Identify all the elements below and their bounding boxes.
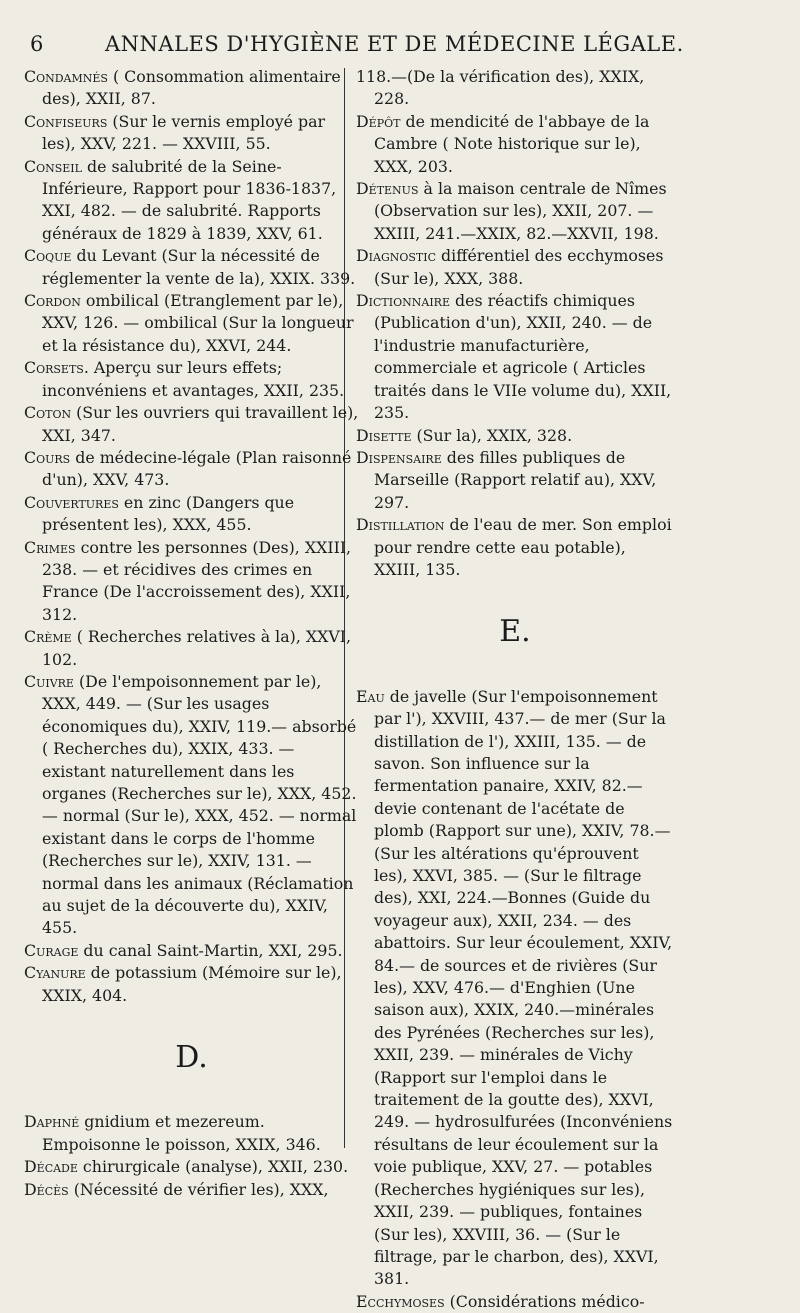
entry-text: de médecine-légale (Plan raisonné d'un), XXV, 473. xyxy=(42,447,352,490)
entry-text: (Considérations médico- xyxy=(444,1291,645,1311)
entry-headword: Daphné xyxy=(24,1112,80,1132)
entry-text: (Sur la), XXIX, 328. xyxy=(411,425,573,445)
entry-text: contre les personnes (Des), XXIII, 238. — et récidives des crimes en France (De l'accroissement des), XXII, 312. xyxy=(42,537,352,624)
index-entry xyxy=(24,671,359,940)
entry-headword: Crimes xyxy=(24,537,76,557)
section-heading-e: E. xyxy=(499,614,531,650)
entry-headword: Dispensaire xyxy=(356,447,442,467)
index-entry xyxy=(356,178,674,245)
page-number: 6 xyxy=(30,32,44,56)
index-entry xyxy=(356,111,674,178)
index-entry xyxy=(24,1156,359,1178)
entry-headword: Confiseurs xyxy=(24,111,108,131)
index-entry xyxy=(24,111,359,156)
entry-text: (De l'empoisonnement par le), XXX, 449. — (Sur les usages économiques du), XXIV, 119.— absorbé ( Recherches du), XXIX, 433. — existant naturellement dans les organes (Recherches sur le), XXX, 452. — normal (Sur le), XXX, 452. — normal existant dans le corps de l'homme (Recherches sur le), XXIV, 131. — normal dans les animaux (Réclamation au sujet de la découverte du), XXIV, 455. xyxy=(42,671,357,938)
entry-text: ( Recherches relatives à la), XXVI, 102. xyxy=(42,627,352,669)
entry-headword: Cyanure xyxy=(24,963,86,983)
index-entry xyxy=(24,1179,359,1201)
index-entry xyxy=(24,962,359,1007)
index-entry xyxy=(24,1111,359,1156)
entry-headword: Décès xyxy=(24,1179,69,1199)
index-entry xyxy=(24,66,359,111)
entry-text: du Levant (Sur la nécessité de réglementer la vente de la), XXIX. 339. xyxy=(42,246,356,288)
index-entry xyxy=(24,357,359,402)
index-entry xyxy=(356,1291,674,1313)
entry-text: (Nécessité de vérifier les), XXX, xyxy=(68,1179,329,1199)
index-entry xyxy=(24,245,359,290)
entry-headword: Cours xyxy=(24,447,71,467)
entry-headword: Disette xyxy=(356,425,412,445)
entry-text: ( Consommation alimentaire des), XXII, 87. xyxy=(42,67,341,109)
entry-text: de mendicité de l'abbaye de la Cambre ( Note historique sur le), XXX, 203. xyxy=(374,111,650,176)
entry-headword: Corsets. xyxy=(24,358,89,378)
entry-headword: Coton xyxy=(24,403,72,423)
entry-text: différentiel des ecchymoses (Sur le), XXX, 388. xyxy=(374,246,664,288)
index-entry xyxy=(24,537,359,627)
entry-headword: Conseil xyxy=(24,156,82,176)
entry-text: Aperçu sur leurs effets; inconvéniens et avantages, XXII, 235. xyxy=(42,358,345,400)
index-entry xyxy=(24,402,359,447)
entry-text: (Sur les ouvriers qui travaillent le), XXI, 347. xyxy=(42,403,359,445)
index-entry xyxy=(24,290,359,357)
entry-text: de l'eau de mer. Son emploi pour rendre cette eau potable), XXIII, 135. xyxy=(374,515,672,579)
index-entry xyxy=(356,66,674,111)
entry-text: à la maison centrale de Nîmes (Observation sur les), XXII, 207. —XXIII, 241.—XXIX, 82.—XXVII, 198. xyxy=(374,179,667,243)
index-entry xyxy=(356,514,674,581)
entry-headword: Diagnostic xyxy=(356,246,437,266)
entry-headword: Ecchymoses xyxy=(356,1291,445,1311)
entry-headword: Eau xyxy=(356,686,385,706)
entry-headword: Dictionnaire xyxy=(356,291,450,311)
entry-headword: Crème xyxy=(24,627,72,647)
running-title: ANNALES D'HYGIÈNE ET DE MÉDECINE LÉGALE. xyxy=(105,32,684,56)
entry-text: de potassium (Mémoire sur le), XXIX, 404. xyxy=(42,963,342,1005)
entry-text: gnidium et mezereum. Empoisonne le poisson, XXIX, 346. xyxy=(42,1112,321,1154)
entry-text: de javelle (Sur l'empoisonnement par l'), XXVIII, 437.— de mer (Sur la distillation de l'), XXIII, 135. — de savon. Son influence sur la fermentation panaire, XXIV, 82.— devie contenant de l'acétate de plomb (Rapport sur une), XXIV, 78.—(Sur les altérations qu'éprouvent les), XXVI, 385. — (Sur le filtrage des), XXI, 224.—Bonnes (Guide du voyageur aux), XXII, 234. — des abattoirs. Sur leur écoulement, XXIV, 84.— de sources et de rivières (Sur les), XXV, 476.— d'Enghien (Une saison aux), XXIX, 240.—minérales des Pyrénées (Recherches sur les), XXII, 239. — minérales de Vichy (Rapport sur l'emploi dans le traitement de la goutte des), XXVI, 249. — hydrosulfurées (Inconvéniens résultans de leur écoulement sur la voie publique, XXV, 27. — potables (Recherches hygiéniques sur les), XXII, 239. — publiques, fontaines (Sur les), XXVIII, 36. — (Sur le filtrage, par le charbon, des), XXVI, 381. xyxy=(374,686,673,1289)
entry-headword: Coque xyxy=(24,246,72,266)
index-entry xyxy=(356,447,674,514)
index-entry xyxy=(24,940,359,962)
entry-text: de salubrité de la Seine-Inférieure, Rapport pour 1836-1837, XXI, 482. — de salubrité. Rapports généraux de 1829 à 1839, XXV, 61. xyxy=(42,156,337,243)
index-entry xyxy=(24,626,359,671)
entry-headword: Détenus xyxy=(356,179,419,199)
entry-text: en zinc (Dangers que présentent les), XXX, 455. xyxy=(42,492,295,535)
index-entry xyxy=(24,492,359,537)
entry-headword: Dépôt xyxy=(356,111,401,131)
index-entry xyxy=(356,686,674,1291)
index-entry xyxy=(356,290,674,424)
entry-text: des réactifs chimiques (Publication d'un), XXII, 240. — de l'industrie manufacturière, commerciale et agricole ( Articles traités dans le VIIe volume du), XXII, 235. xyxy=(374,291,672,423)
entry-headword: Décade xyxy=(24,1157,78,1177)
entry-headword: Couvertures xyxy=(24,492,119,512)
left-column xyxy=(24,66,359,1201)
entry-headword: Cordon xyxy=(24,291,81,311)
entry-text: 118.—(De la vérification des), XXIX, 228. xyxy=(356,67,645,109)
section-heading-d: D. xyxy=(175,1040,208,1076)
index-entry xyxy=(356,425,674,447)
index-entry xyxy=(24,156,359,246)
entry-headword: Condamnés xyxy=(24,67,108,86)
entry-text: ombilical (Etranglement par le), XXV, 126. — ombilical (Sur la longueur et la résistance du), XXVI, 244. xyxy=(42,291,354,355)
index-entry xyxy=(24,447,359,492)
index-entry xyxy=(356,245,674,290)
right-column xyxy=(356,66,674,1313)
entry-text: chirurgicale (analyse), XXII, 230. xyxy=(77,1157,349,1177)
entry-headword: Cuivre xyxy=(24,671,74,691)
entry-headword: Distillation xyxy=(356,515,445,535)
entry-headword: Curage xyxy=(24,940,79,960)
entry-text: du canal Saint-Martin, XXI, 295. xyxy=(78,940,343,960)
entry-text: des filles publiques de Marseille (Rapport relatif au), XXV, 297. xyxy=(374,447,657,512)
entry-text: (Sur le vernis employé par les), XXV, 221. — XXVIII, 55. xyxy=(42,111,326,154)
